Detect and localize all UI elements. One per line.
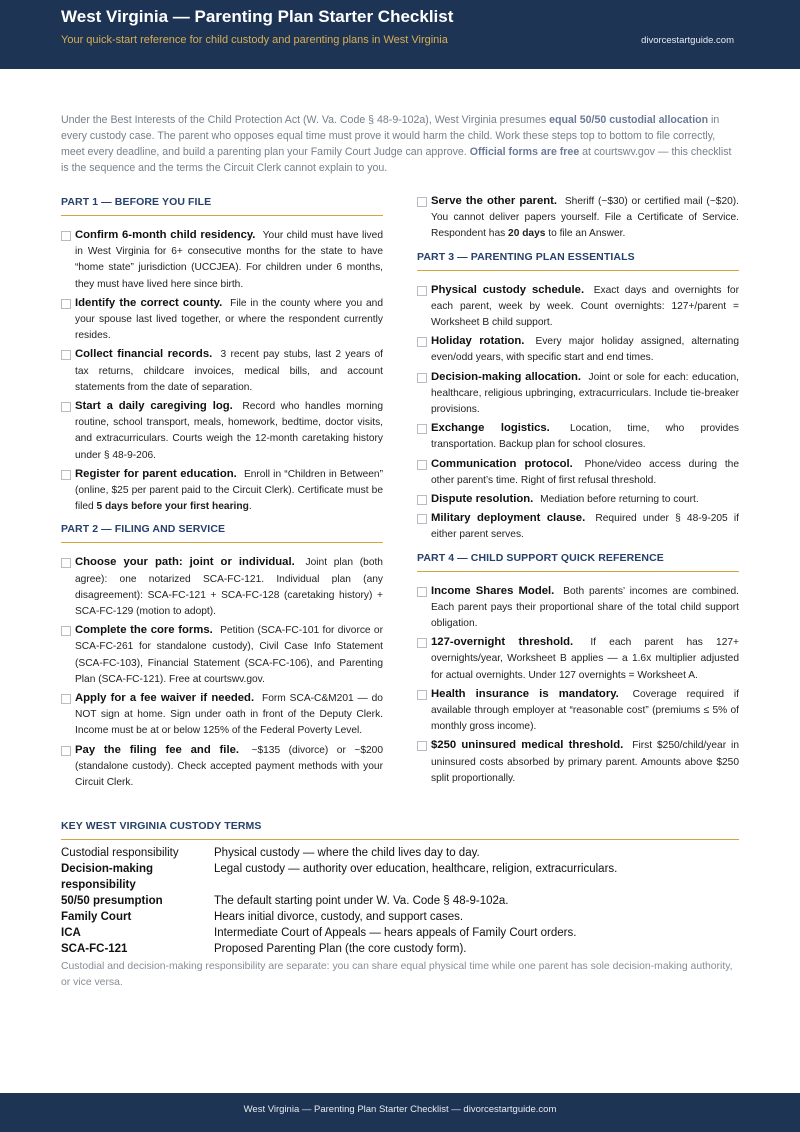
checklist-item xyxy=(61,466,383,516)
term-row xyxy=(61,845,739,861)
item-text: Location, time, who provides transportation. Backup plan for school closures. xyxy=(431,423,739,451)
item-text: File in the county where you and your spouse last lived together, or where the respondent currently resides. xyxy=(75,297,383,342)
terms-note: Custodial and decision-making responsibility are separate: you can share equal physical time while one parent has sole decision-making authority, or vice versa. xyxy=(61,961,733,988)
item-title: Dispute resolution. xyxy=(431,493,534,506)
checklist-item xyxy=(417,634,739,684)
item-text: Record who handles morning routine, school transport, meals, homework, bedtime, doctor visits, and extracurriculars. Courts weigh the 12-month caretaking history under § 48-9-206. xyxy=(75,401,384,461)
item-title: Income Shares Model. xyxy=(431,584,555,597)
checkbox[interactable] xyxy=(61,350,71,360)
item-text: Form SCA-C&M201 — do NOT sign at home. Sign under oath in front of the Deputy Clerk. Income must be at or below 125% of the Federal Poverty Level. xyxy=(75,693,383,737)
item-title: Serve the other parent. xyxy=(431,195,558,207)
page-header xyxy=(0,0,800,69)
item-text: Joint plan (both agree): one notarized SCA-FC-121. Individual plan (any disagreement): SCA-FC-121 + SCA-FC-128 (caretaking history) + SCA-FC-129 (motion to adopt). xyxy=(75,557,383,618)
term-name: ICA xyxy=(61,927,81,939)
item-title: $250 uninsured medical threshold. xyxy=(431,739,624,752)
item-text: Both parents’ incomes are combined. Each parent pays their proportional share of the total child support obligation. xyxy=(431,585,739,630)
part3-heading: PART 3 — PARENTING PLAN ESSENTIALS xyxy=(417,251,739,271)
term-name: Family Court xyxy=(61,911,132,923)
checklist-item xyxy=(61,554,383,620)
term-definition: Physical custody — where the child lives day to day. xyxy=(214,847,480,859)
item-title: Confirm 6-month child residency. xyxy=(75,229,256,241)
item-text: If each parent has 127+ overnights/year, Worksheet B applies — a 1.6x multiplier adjusted for actual overnights. Under 127 overnights = Worksheet A. xyxy=(431,637,739,681)
item-title: Military deployment clause. xyxy=(431,512,586,525)
term-definition: Intermediate Court of Appeals — hears appeals of Family Court orders. xyxy=(214,927,577,939)
terms-section xyxy=(61,820,739,991)
checklist-item xyxy=(61,690,383,740)
item-text: Mediation before returning to court. xyxy=(540,494,699,506)
checkbox[interactable] xyxy=(417,373,427,383)
part2-heading: PART 2 — FILING AND SERVICE xyxy=(61,523,383,543)
checklist-item xyxy=(417,193,739,243)
checklist-item xyxy=(417,420,739,453)
intro-text-3: at courtswv.gov — this checklist is the sequence and the terms the Circuit Clerk cannot explain to you. xyxy=(61,146,732,174)
left-column xyxy=(61,196,383,793)
checklist-item xyxy=(417,583,739,633)
item-title: Apply for a fee waiver if needed. xyxy=(75,692,255,705)
item-tail: . xyxy=(248,501,252,513)
page-footer: West Virginia — Parenting Plan Starter Checklist — divorcestartguide.com xyxy=(0,1093,800,1132)
item-text: Coverage required if available through employer at “reasonable cost” (premiums ≤ 5% of monthly gross income). xyxy=(431,688,739,733)
checklist-item xyxy=(61,346,383,396)
item-text: Petition (SCA-FC-101 for divorce or SCA-FC-261 for standalone custody), Civil Case Info Statement (SCA-FC-103), Financial Statement (SCA-FC-106), and Parenting Plan (SCA-FC-121). Free at courtswv.gov. xyxy=(75,625,383,685)
intro-text-2: in every custody case. The parent who opposes equal time must prove it would harm the child. Work these steps top to bottom to file correctly, meet every deadline, and build a parenting plan your Family Court Judge can approve. xyxy=(61,114,720,158)
item-text: ~$135 (divorce) or ~$200 (standalone custody). Check accepted payment methods with your Circuit Clerk. xyxy=(75,744,383,789)
term-row xyxy=(61,893,739,909)
item-title: Collect financial records. xyxy=(75,348,213,361)
page-title: West Virginia — Parenting Plan Starter Checklist xyxy=(61,7,454,26)
item-bold: 5 days before your first hearing xyxy=(96,501,249,513)
checklist-item xyxy=(417,510,739,543)
checkbox[interactable] xyxy=(417,424,427,434)
term-row xyxy=(61,909,739,925)
intro-bold-1: equal 50/50 custodial allocation xyxy=(549,114,709,126)
checklist-item xyxy=(61,227,383,293)
part4-list xyxy=(417,583,739,787)
item-title: 127-overnight threshold. xyxy=(431,636,574,649)
checkbox[interactable] xyxy=(61,746,71,756)
checkbox[interactable] xyxy=(417,286,427,296)
checkbox[interactable] xyxy=(417,197,427,207)
item-tail: to file an Answer. xyxy=(545,228,626,240)
part1-list xyxy=(61,227,383,515)
checklist-item xyxy=(417,282,739,332)
term-definition: Proposed Parenting Plan (the core custody form). xyxy=(214,943,467,955)
intro-paragraph xyxy=(61,112,739,176)
item-title: Exchange logistics. xyxy=(431,422,550,435)
checklist-item xyxy=(417,686,739,736)
term-definition: Legal custody — authority over education, healthcare, religion, extracurriculars. xyxy=(214,863,618,875)
item-text: First $250/child/year in uninsured costs absorbed by primary parent. Amounts above $250 split proportionally. xyxy=(431,740,739,784)
site-link[interactable]: divorcestartguide.com xyxy=(641,35,734,46)
checklist-item xyxy=(61,295,383,345)
term-name: 50/50 presumption xyxy=(61,895,163,907)
checkbox[interactable] xyxy=(61,299,71,309)
item-text: Exact days and overnights for each parent, week by week. Count overnights: 127+/parent = Worksheet B child support. xyxy=(431,284,739,329)
item-title: Complete the core forms. xyxy=(75,624,213,637)
item-title: Communication protocol. xyxy=(431,457,573,470)
checklist-item xyxy=(417,369,739,419)
checkbox[interactable] xyxy=(61,402,71,412)
checklist-item xyxy=(61,622,383,688)
checkbox[interactable] xyxy=(417,638,427,648)
checkbox[interactable] xyxy=(417,587,427,597)
item-text: Required under § 48-9-205 if either parent serves. xyxy=(431,513,739,541)
checklist-item xyxy=(417,333,739,366)
checkbox[interactable] xyxy=(417,337,427,347)
item-text: Phone/video access during the other parent’s time. Right of first refusal threshold. xyxy=(431,458,739,486)
part2-list xyxy=(61,554,383,791)
checkbox[interactable] xyxy=(61,231,71,241)
item-text: 3 recent pay stubs, last 2 years of tax returns, childcare invoices, medical bills, and account statements from the date of separation. xyxy=(75,349,383,393)
checkbox[interactable] xyxy=(417,514,427,524)
term-row xyxy=(61,941,739,957)
checklist-item xyxy=(417,456,739,489)
item-title: Start a daily caregiving log. xyxy=(75,400,233,413)
term-name: Custodial responsibility xyxy=(61,847,179,859)
item-bold: 20 days xyxy=(508,228,546,240)
checkbox[interactable] xyxy=(417,460,427,470)
checkbox[interactable] xyxy=(417,495,427,505)
part4-heading: PART 4 — CHILD SUPPORT QUICK REFERENCE xyxy=(417,552,739,572)
checklist-item xyxy=(61,398,383,464)
term-definition: The default starting point under W. Va. Code § 48-9-102a. xyxy=(214,895,509,907)
checkbox[interactable] xyxy=(61,470,71,480)
term-definition: Hears initial divorce, custody, and support cases. xyxy=(214,911,464,923)
item-title: Pay the filing fee and file. xyxy=(75,743,240,756)
item-title: Decision-making allocation. xyxy=(431,370,582,383)
term-name: SCA-FC-121 xyxy=(61,943,128,955)
item-title: Physical custody schedule. xyxy=(431,283,585,296)
item-title: Holiday rotation. xyxy=(431,335,525,348)
item-text: Joint or sole for each: education, healthcare, religious upbringing, extracurriculars. Include tie-breaker provisions. xyxy=(431,371,739,416)
item-title: Health insurance is mandatory. xyxy=(431,687,619,700)
terms-heading: KEY WEST VIRGINIA CUSTODY TERMS xyxy=(61,820,739,840)
item-title: Identify the correct county. xyxy=(75,296,223,309)
checklist-item xyxy=(417,491,739,508)
term-row xyxy=(61,861,739,893)
item-text: Enroll in “Children in Between” (online, $25 per parent paid to the Circuit Clerk). Certificate must be filed xyxy=(75,468,383,513)
term-name: Decision-making responsibility xyxy=(61,863,154,891)
part1-heading: PART 1 — BEFORE YOU FILE xyxy=(61,196,383,216)
intro-text-1: Under the Best Interests of the Child Protection Act (W. Va. Code § 48-9-102a), West Virginia presumes xyxy=(61,114,550,126)
item-text: Every major holiday assigned, alternating even/odd years, with specific start and end times. xyxy=(431,336,739,364)
item-title: Register for parent education. xyxy=(75,467,237,480)
checkbox[interactable] xyxy=(61,626,71,636)
terms-table xyxy=(61,845,739,957)
intro-bold-2: Official forms are free xyxy=(469,146,580,158)
item-text: Your child must have lived in West Virginia for 6+ consecutive months for the state to have “home state” jurisdiction (UCCJEA). For children under 6 months, they must have lived here since birth. xyxy=(75,230,383,290)
checklist-item xyxy=(61,742,383,792)
part3-list xyxy=(417,282,739,544)
checkbox[interactable] xyxy=(61,694,71,704)
checkbox[interactable] xyxy=(417,690,427,700)
checklist-item xyxy=(417,737,739,787)
term-row xyxy=(61,925,739,941)
item-title: Choose your path: joint or individual. xyxy=(75,556,295,569)
checkbox[interactable] xyxy=(61,558,71,568)
checkbox[interactable] xyxy=(417,741,427,751)
page-subtitle: Your quick-start reference for child custody and parenting plans in West Virginia xyxy=(61,34,448,46)
right-column xyxy=(417,196,739,789)
item-text: Sheriff (~$30) or certified mail (~$20). You cannot deliver papers yourself. File a Certificate of Service. Respondent has xyxy=(431,196,739,240)
